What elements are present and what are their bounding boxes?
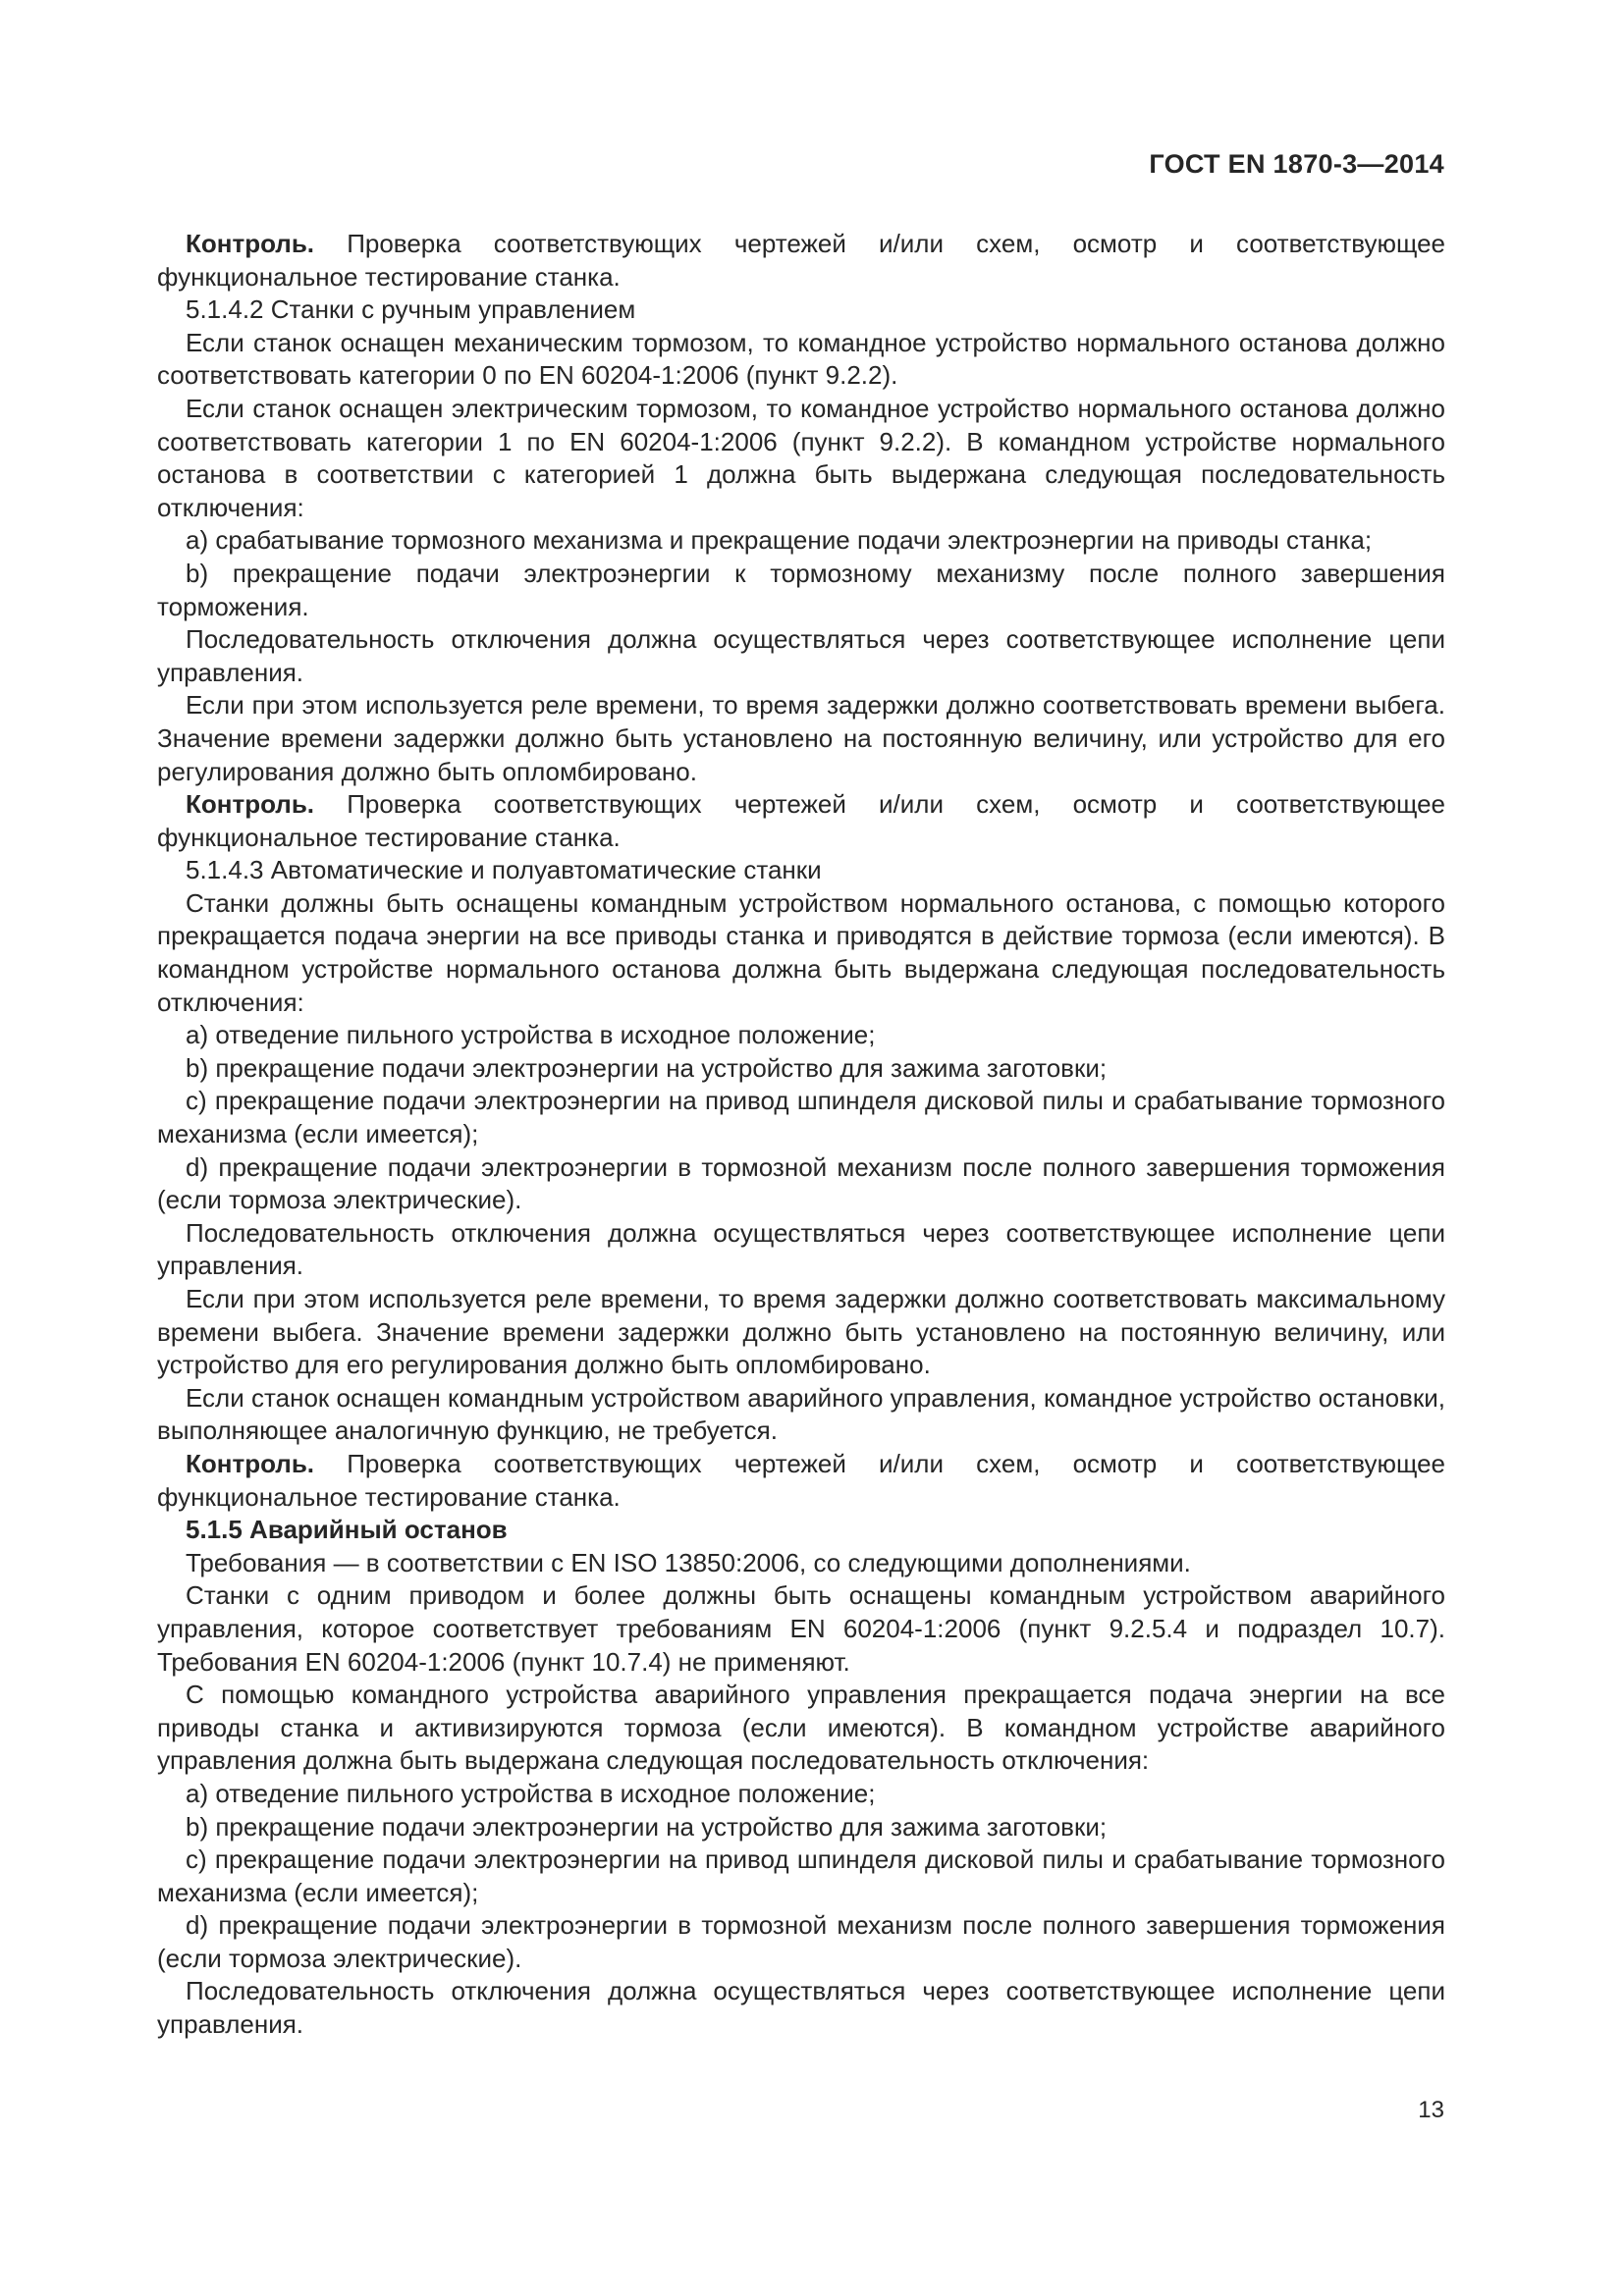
paragraph [157,524,1445,558]
paragraph-text: Если станок оснащен командным устройством аварийного управления, командное устройство остановки, выполняющее аналогичную функцию, не требуется. [157,1382,1445,1446]
paragraph-text: Проверка соответствующих чертежей и/или схем, осмотр и соответствующее функциональное тестирование станка. [157,789,1445,852]
paragraph-text: c) прекращение подачи электроэнергии на привод шпинделя дисковой пилы и срабатывание тормозного механизма (если имеется); [157,1086,1445,1149]
paragraph [157,1778,1445,1811]
paragraph-text: Если при этом используется реле времени, то время задержки должно соответствовать максимальному времени выбега. Значение времени задержки должно быть установлено на постоянную величину, или устройство для его регулирования должно быть опломбировано. [157,1284,1445,1380]
paragraph [157,1811,1445,1844]
paragraph-text: Проверка соответствующих чертежей и/или схем, осмотр и соответствующее функциональное тестирование станка. [157,1448,1445,1512]
paragraph-text: a) отведение пильного устройства в исходное положение; [186,1778,876,1808]
paragraph [157,623,1445,689]
paragraph-text: a) срабатывание тормозного механизма и прекращение подачи электроэнергии на приводы станка; [186,525,1373,556]
paragraph-text: d) прекращение подачи электроэнергии в тормозной механизм после полного завершения торможения (если тормоза электрические). [157,1151,1445,1215]
paragraph [157,887,1445,1019]
paragraph [157,689,1445,788]
paragraph-text: 5.1.4.3 Автоматические и полуавтоматические станки [186,855,822,885]
paragraph [157,1382,1445,1448]
paragraph-lead: 5.1.5 Аварийный останов [186,1515,508,1545]
paragraph-text: Последовательность отключения должна осуществляться через соответствующее исполнение цепи управления. [157,624,1445,687]
paragraph-text: a) отведение пильного устройства в исходное положение; [186,1020,876,1050]
paragraph [157,1514,1445,1547]
paragraph [157,1679,1445,1778]
paragraph [157,228,1445,294]
paragraph [157,1975,1445,2041]
document-body [157,228,1445,2042]
paragraph [157,1052,1445,1086]
paragraph [157,1283,1445,1382]
paragraph-text: Станки с одним приводом и более должны быть оснащены командным устройством аварийного управления, которое соответствует требованиям EN 60204-1:2006 (пункт 9.2.5.4 и подраздел 10.7). Требования EN 60204-1:2006 (пункт 10.7.4) не применяют. [157,1580,1445,1677]
paragraph [157,1217,1445,1283]
paragraph-text: b) прекращение подачи электроэнергии к тормозному механизму после полного завершения торможения. [157,558,1445,621]
paragraph [157,558,1445,623]
paragraph [157,1151,1445,1217]
paragraph-text: 5.1.4.2 Станки с ручным управлением [186,294,636,325]
paragraph-text: Станки должны быть оснащены командным устройством нормального останова, с помощью которого прекращается подача энергии на все приводы станка и приводятся в действие тормоза (если имеются). В командном устройстве нормального останова должна быть выдержана следующая последовательность отключения: [157,887,1445,1017]
paragraph [157,1448,1445,1514]
paragraph-text: b) прекращение подачи электроэнергии на устройство для зажима заготовки; [186,1052,1108,1083]
paragraph-lead: Контроль. [186,229,315,258]
paragraph-text: b) прекращение подачи электроэнергии на устройство для зажима заготовки; [186,1811,1108,1842]
paragraph [157,1909,1445,1975]
paragraph-text: d) прекращение подачи электроэнергии в тормозной механизм после полного завершения торможения (если тормоза электрические). [157,1910,1445,1973]
paragraph-text: С помощью командного устройства аварийного управления прекращается подача энергии на все приводы станка и активизируются тормоза (если имеются). В командном устройстве аварийного управления должна быть выдержана следующая последовательность отключения: [157,1680,1445,1776]
document-header: ГОСТ EN 1870-3—2014 [1149,149,1444,179]
page-number: 13 [1418,2097,1444,2123]
paragraph-lead: Контроль. [186,789,315,820]
paragraph-text: Если станок оснащен механическим тормозом, то командное устройство нормального останова должно соответствовать категории 0 по EN 60204-1:2006 (пункт 9.2.2). [157,327,1445,391]
paragraph [157,294,1445,327]
paragraph [157,393,1445,524]
paragraph [157,1579,1445,1679]
paragraph-text: Последовательность отключения должна осуществляться через соответствующее исполнение цепи управления. [157,1976,1445,2040]
paragraph-text: Требования — в соответствии с EN ISO 13850:2006, со следующими дополнениями. [186,1547,1191,1577]
paragraph [157,1019,1445,1052]
paragraph [157,327,1445,393]
paragraph [157,1085,1445,1150]
paragraph-text: Проверка соответствующих чертежей и/или схем, осмотр и соответствующее функциональное тестирование станка. [157,229,1445,292]
paragraph-text: Последовательность отключения должна осуществляться через соответствующее исполнение цепи управления. [157,1217,1445,1281]
paragraph-text: c) прекращение подачи электроэнергии на привод шпинделя дисковой пилы и срабатывание тормозного механизма (если имеется); [157,1844,1445,1907]
paragraph-text: Если при этом используется реле времени, то время задержки должно соответствовать времени выбега. Значение времени задержки должно быть установлено на постоянную величину, или устройство для его регулирования должно быть опломбировано. [157,690,1445,786]
paragraph [157,1843,1445,1909]
paragraph [157,1547,1445,1580]
paragraph [157,788,1445,854]
paragraph-text: Если станок оснащен электрическим тормозом, то командное устройство нормального останова должно соответствовать категории 1 по EN 60204-1:2006 (пункт 9.2.2). В командном устройстве нормального останова в соответствии с категорией 1 должна быть выдержана следующая последовательность отключения: [157,393,1445,522]
paragraph [157,854,1445,887]
paragraph-lead: Контроль. [186,1448,315,1478]
